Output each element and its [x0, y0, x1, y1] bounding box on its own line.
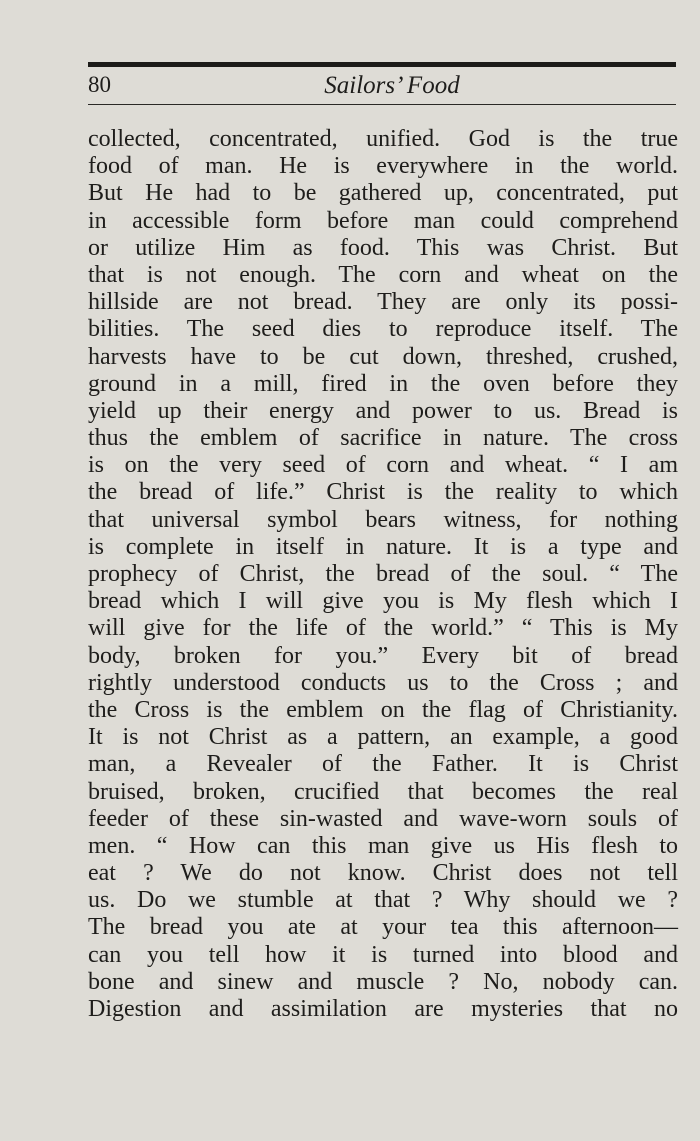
- text-line: is on the very seed of corn and wheat. “ I am: [88, 452, 678, 479]
- text-line: bread which I will give you is My flesh which I: [88, 588, 678, 615]
- text-line: that universal symbol bears witness, for nothing: [88, 506, 678, 533]
- page-header: [88, 70, 676, 104]
- text-line: will give for the life of the world.” “ This is My: [88, 615, 678, 642]
- text-line: But He had to be gathered up, concentrated, put: [88, 180, 678, 207]
- page-number: 80: [88, 72, 111, 97]
- header-rule-thick: [88, 62, 676, 67]
- text-line: the bread of life.” Christ is the reality to which: [88, 479, 678, 506]
- text-line: harvests have to be cut down, threshed, crushed,: [88, 343, 678, 370]
- text-line: rightly understood conducts us to the Cross ; and: [88, 669, 678, 696]
- text-line: ground in a mill, fired in the oven before they: [88, 370, 678, 397]
- text-line: thus the emblem of sacrifice in nature. The cross: [88, 425, 678, 452]
- text-line: The bread you ate at your tea this afternoon—: [88, 914, 678, 941]
- text-line: It is not Christ as a pattern, an example, a good: [88, 724, 678, 751]
- text-line: hillside are not bread. They are only its possi-: [88, 289, 678, 316]
- text-line: the Cross is the emblem on the flag of Christianity.: [88, 696, 678, 723]
- text-line: food of man. He is everywhere in the world.: [88, 153, 678, 180]
- text-line: is complete in itself in nature. It is a type and: [88, 533, 678, 560]
- text-line: men. “ How can this man give us His flesh to: [88, 832, 678, 859]
- text-line: feeder of these sin-wasted and wave-worn souls of: [88, 805, 678, 832]
- text-line: man, a Revealer of the Father. It is Christ: [88, 751, 678, 778]
- text-line: that is not enough. The corn and wheat on the: [88, 261, 678, 288]
- text-line: bruised, broken, crucified that becomes the real: [88, 778, 678, 805]
- text-line: bone and sinew and muscle ? No, nobody can.: [88, 968, 678, 995]
- text-line: body, broken for you.” Every bit of bread: [88, 642, 678, 669]
- text-line: or utilize Him as food. This was Christ. But: [88, 234, 678, 261]
- running-head-title: Sailors’ Food: [324, 72, 460, 99]
- header-rule-thin: [88, 104, 676, 105]
- text-line: in accessible form before man could comprehend: [88, 207, 678, 234]
- text-line: can you tell how it is turned into blood and: [88, 941, 678, 968]
- body-text: [88, 126, 678, 1023]
- text-line: collected, concentrated, unified. God is the true: [88, 126, 678, 152]
- text-line: eat ? We do not know. Christ does not tell: [88, 860, 678, 887]
- text-line: bilities. The seed dies to reproduce itself. The: [88, 316, 678, 343]
- text-line: prophecy of Christ, the bread of the soul. “ The: [88, 561, 678, 587]
- text-line: yield up their energy and power to us. Bread is: [88, 397, 678, 424]
- text-line: us. Do we stumble at that ? Why should we ?: [88, 887, 678, 914]
- text-line: Digestion and assimilation are mysteries that no: [88, 996, 678, 1022]
